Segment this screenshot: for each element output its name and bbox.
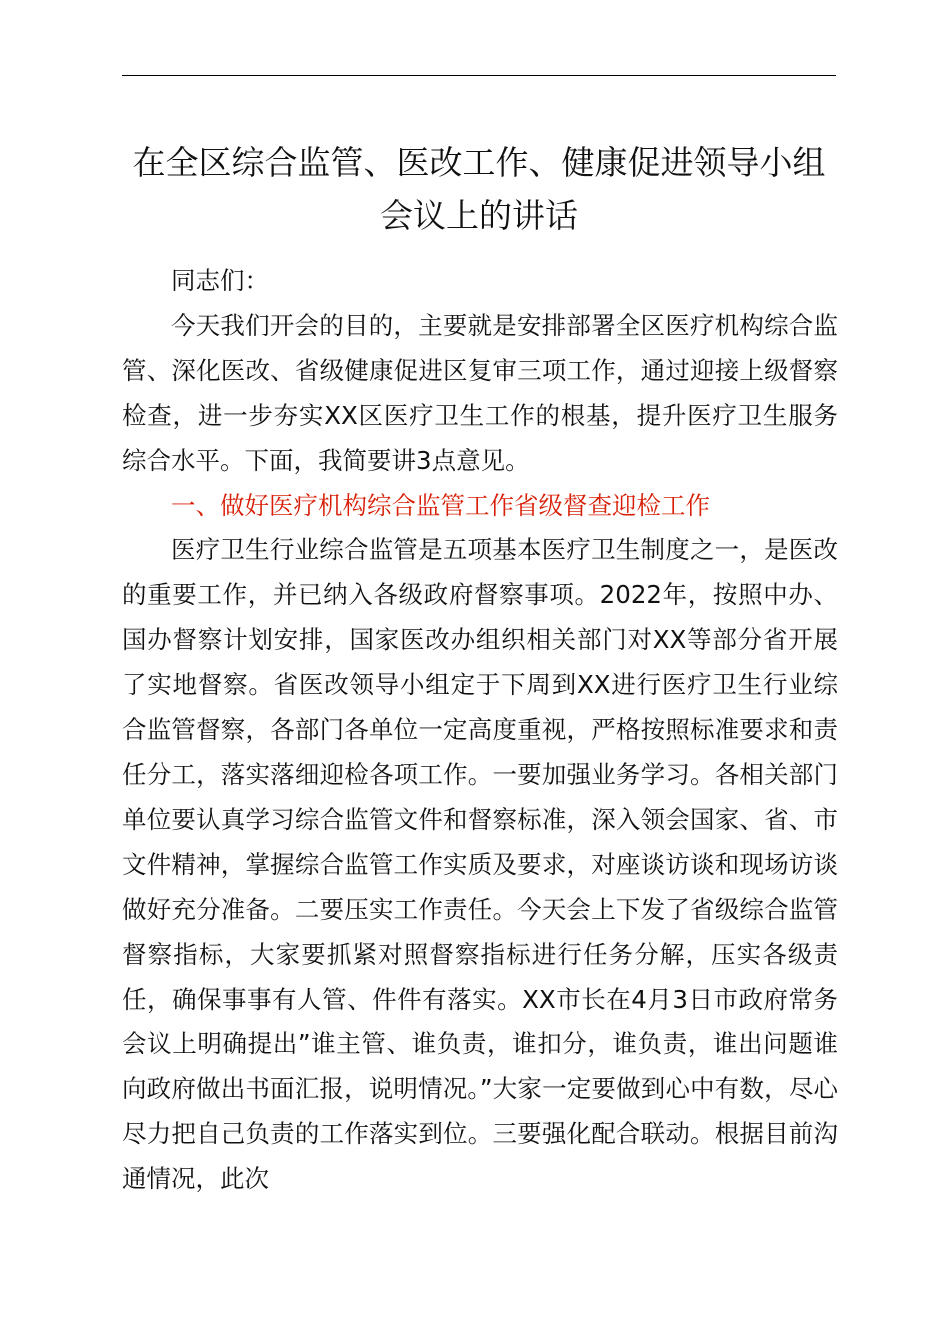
document-title: 在全区综合监管、医改工作、健康促进领导小组会议上的讲话 <box>132 143 826 235</box>
document-body <box>122 259 838 1202</box>
section-heading-1: 一、做好医疗机构综合监管工作省级督查迎检工作 <box>171 490 710 520</box>
paragraph-intro: 今天我们开会的目的，主要就是安排部署全区医疗机构综合监管、深化医改、省级健康促进区复审三项工作，通过迎接上级督察检查，进一步夯实XX区医疗卫生工作的根基，提升医疗卫生服务综合水平。下面，我简要讲3点意见。 <box>122 310 838 475</box>
salutation: 同志们： <box>171 266 269 295</box>
paragraph-section-1: 医疗卫生行业综合监管是五项基本医疗卫生制度之一，是医改的重要工作，并已纳入各级政府督察事项。2022年，按照中办、国办督察计划安排，国家医改办组织相关部门对XX等部分省开展了实地督察。省医改领导小组定于下周到XX进行医疗卫生行业综合监管督察，各部门各单位一定高度重视，严格按照标准要求和责任分工，落实落细迎检各项工作。一要加强业务学习。各相关部门单位要认真学习综合监管文件和督察标准，深入领会国家、省、市文件精神，掌握综合监管工作实质及要求，对座谈访谈和现场访谈做好充分准备。二要压实工作责任。今天会上下发了省级综合监管督察指标，大家要抓紧对照督察指标进行任务分解，压实各级责任，确保事事有人管、件件有落实。XX市长在4月3日市政府常务会议上明确提出”谁主管、谁负责，谁扣分，谁负责，谁出问题谁向政府做出书面汇报，说明情况。”大家一定要做到心中有数，尽心尽力把自己负责的工作落实到位。三要强化配合联动。根据目前沟通情况，此次 <box>122 535 838 1194</box>
header-rule <box>122 75 836 76</box>
